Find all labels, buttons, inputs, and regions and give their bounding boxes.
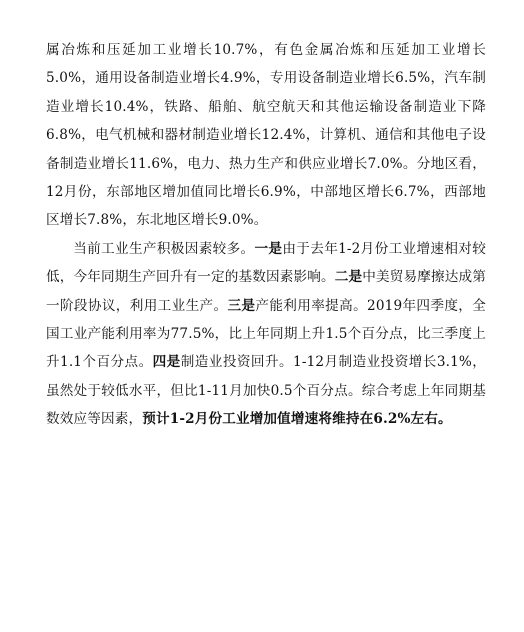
point-two-text: 中美贸易摩擦达成第一阶段协议，利用工业生产。 [46, 269, 486, 314]
point-four-marker: 四是 [152, 354, 181, 371]
point-two-marker: 二是 [334, 269, 363, 286]
point-three-text: 产能利用率提高。2019年四季度，全国工业产能利用率为77.5%，比上年同期上升1.5个百分点，比三季度上升1.1个百分点。 [46, 297, 486, 371]
paragraph-positive-factors [46, 235, 486, 434]
point-four-text: 制造业投资回升。1-12月制造业投资增长3.1%，虽然处于较低水平，但比1-11月加快0.5个百分点。综合考虑上年同期基数效应等因素， [46, 354, 487, 428]
paragraph-industry-growth: 属冶炼和压延加工业增长10.7%，有色金属冶炼和压延加工业增长5.0%，通用设备制造业增长4.9%，专用设备制造业增长6.5%，汽车制造业增长10.4%，铁路、船舶、航空航天和其他运输设备制造业下降6.8%，电气机械和器材制造业增长12.4%，计算机、通信和其他电子设备制造业增长11.6%，电力、热力生产和供应业增长7.0%。分地区看，12月份，东部地区增加值同比增长6.9%，中部地区增长6.7%，西部地区增长7.8%，东北地区增长9.0%。 [46, 42, 486, 229]
forecast-conclusion: 预计1-2月份工业增加值增速将维持在6.2%左右。 [142, 411, 452, 428]
point-one-marker: 一是 [254, 240, 283, 257]
positive-factors-lead: 当前工业生产积极因素较多。 [73, 240, 255, 257]
point-three-marker: 三是 [227, 297, 256, 314]
document-page [46, 36, 486, 434]
point-one-text: 由于去年1-2月份工业增速相对较低，今年同期生产回升有一定的基数因素影响。 [46, 240, 486, 286]
